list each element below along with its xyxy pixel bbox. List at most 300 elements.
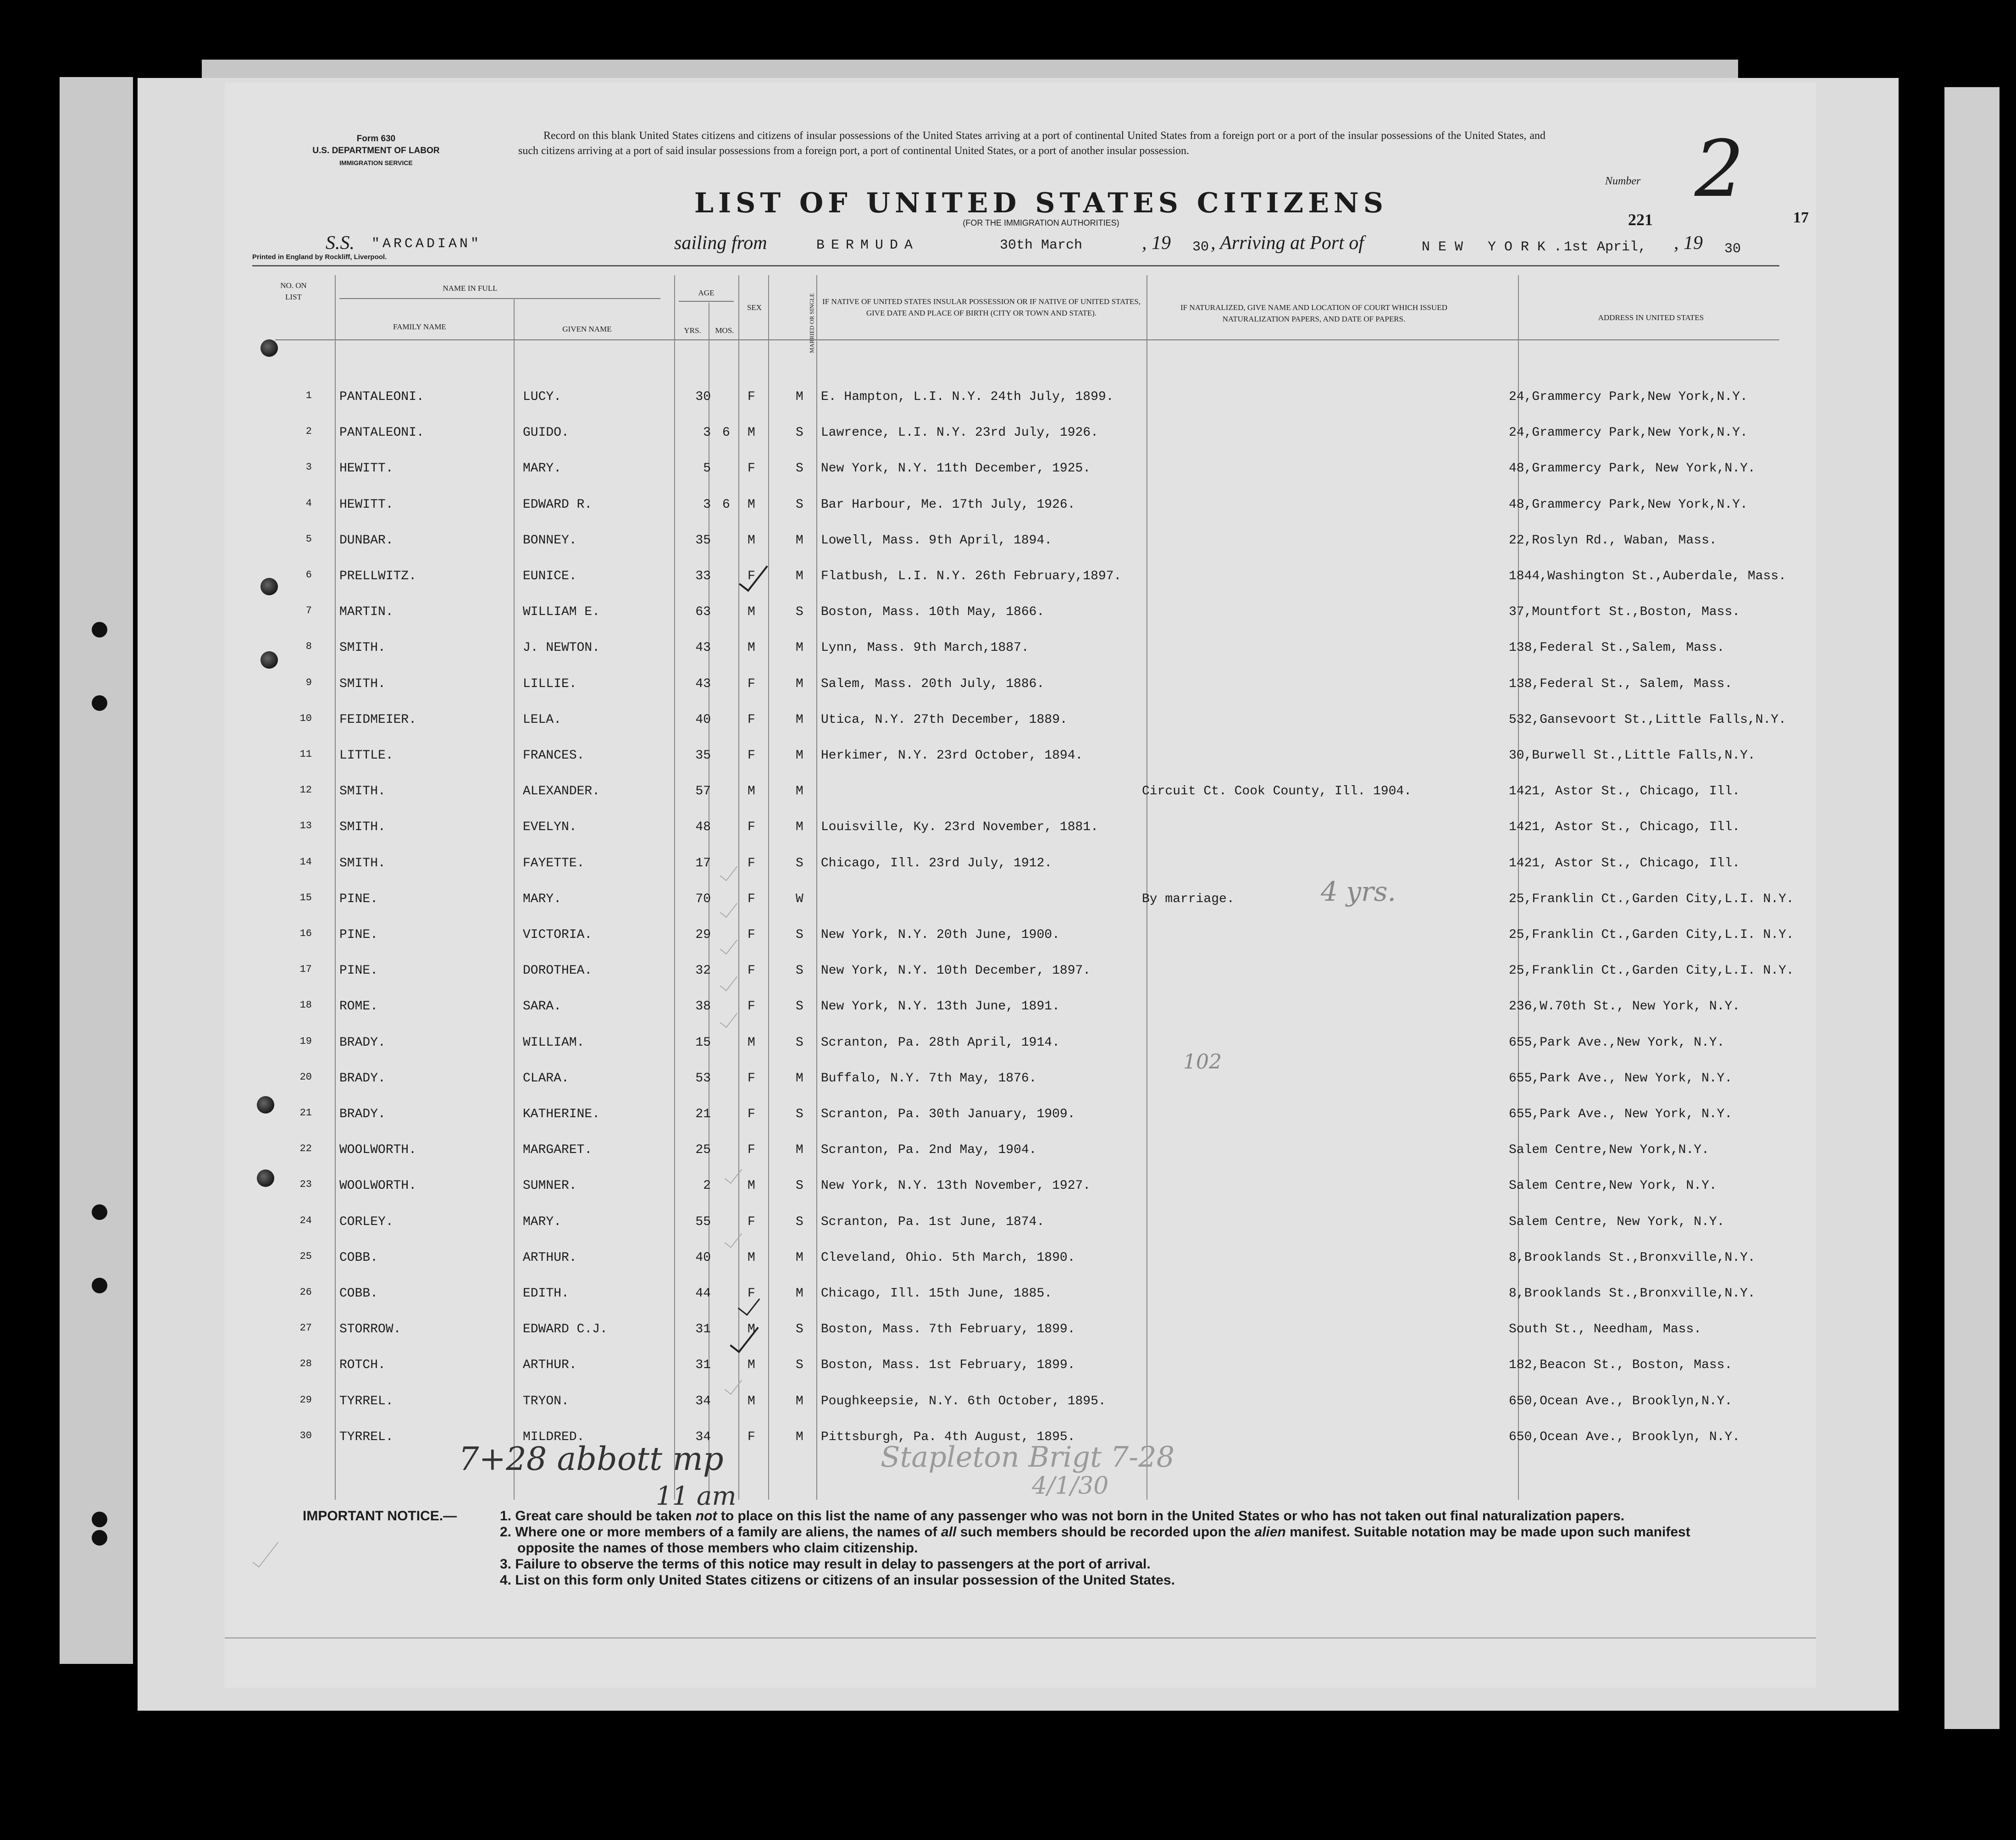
us-address: Salem Centre,New York, N.Y.: [1509, 1179, 1717, 1193]
row-number: 15: [299, 892, 312, 903]
row-number: 5: [305, 533, 312, 545]
birth-place-date: Poughkeepsie, N.Y. 6th October, 1895.: [821, 1394, 1106, 1408]
year-prefix: , 19: [1142, 233, 1171, 254]
us-address: 8,Brooklands St.,Bronxville,N.Y.: [1509, 1286, 1756, 1301]
family-name: PANTALEONI.: [339, 390, 424, 404]
age-years: 34: [695, 1394, 711, 1408]
marital-status: M: [796, 1143, 803, 1158]
given-name: LELA.: [523, 712, 562, 727]
row-number: 14: [299, 856, 312, 868]
table-row: [225, 1062, 1816, 1098]
family-name: PINE.: [339, 964, 378, 978]
from-port: BERMUDA: [816, 238, 919, 253]
sex: F: [748, 892, 755, 906]
row-number: 12: [299, 784, 312, 796]
age-years: 17: [695, 856, 711, 870]
family-name: DUNBAR.: [339, 533, 393, 548]
table-row: [225, 1385, 1816, 1421]
us-address: 138,Federal St., Salem, Mass.: [1509, 676, 1733, 691]
tick-mark: [252, 1537, 278, 1568]
birth-place-date: New York, N.Y. 10th December, 1897.: [821, 964, 1091, 978]
header-family-name: FAMILY NAME: [393, 322, 446, 331]
us-address: 650,Ocean Ave., Brooklyn,N.Y.: [1509, 1394, 1733, 1408]
handwritten-faint: Stapleton Brigt 7-28: [881, 1440, 1175, 1474]
sex: F: [748, 1071, 755, 1086]
sex: F: [748, 856, 755, 870]
row-number: 23: [299, 1179, 312, 1191]
family-name: ROTCH.: [339, 1358, 386, 1373]
manifest-page: [225, 83, 1816, 1688]
table-row: [225, 919, 1816, 954]
age-years: 21: [695, 1107, 711, 1121]
family-name: COBB.: [339, 1250, 378, 1265]
age-years: 25: [695, 1143, 711, 1158]
binder-hole: [92, 622, 107, 637]
family-name: SMITH.: [339, 856, 386, 870]
given-name: LUCY.: [523, 390, 562, 404]
row-number: 8: [305, 641, 312, 653]
header-mos: MOS.: [715, 326, 734, 335]
table-row: [225, 1277, 1816, 1313]
row-number: 2: [305, 426, 312, 438]
given-name: J. NEWTON.: [523, 641, 600, 655]
given-name: MARY.: [523, 461, 562, 476]
sex: M: [748, 605, 755, 620]
birth-place-date: E. Hampton, L.I. N.Y. 24th July, 1899.: [821, 390, 1114, 404]
header-address: ADDRESS IN UNITED STATES: [1598, 313, 1704, 322]
rule: [679, 301, 734, 302]
table-row: [225, 775, 1816, 811]
us-address: 650,Ocean Ave., Brooklyn, N.Y.: [1509, 1430, 1740, 1444]
birth-place-date: Buffalo, N.Y. 7th May, 1876.: [821, 1071, 1037, 1086]
header-naturalized: IF NATURALIZED, GIVE NAME AND LOCATION OF COURT WHICH ISSUED NATURALIZATION PAPERS, AND DATE OF PAPERS.: [1180, 303, 1447, 323]
rule: [275, 339, 1779, 340]
family-name: PRELLWITZ.: [339, 569, 417, 583]
birth-place-date: Scranton, Pa. 28th April, 1914.: [821, 1035, 1060, 1050]
marital-status: S: [796, 426, 803, 440]
us-address: 1421, Astor St., Chicago, Ill.: [1509, 856, 1740, 870]
page-title: LIST OF UNITED STATES CITIZENS: [694, 187, 1388, 219]
marital-status: M: [796, 748, 803, 763]
sex: F: [748, 569, 755, 583]
family-name: TYRREL.: [339, 1430, 393, 1444]
us-address: 48,Grammercy Park, New York,N.Y.: [1509, 461, 1756, 476]
given-name: MARGARET.: [523, 1143, 593, 1158]
given-name: WILLIAM.: [523, 1035, 585, 1050]
given-name: SUMNER.: [523, 1179, 577, 1193]
marital-status: S: [796, 1035, 803, 1050]
marital-status: S: [796, 1358, 803, 1373]
table-row: [225, 1241, 1816, 1277]
us-address: 1844,Washington St.,Auberdale, Mass.: [1509, 569, 1786, 583]
marital-status: M: [796, 784, 803, 799]
table-row: [225, 954, 1816, 990]
number-label: Number: [1605, 175, 1641, 187]
sex: F: [748, 748, 755, 763]
sex: F: [748, 1214, 755, 1229]
row-number: 13: [299, 820, 312, 832]
birth-place-date: New York, N.Y. 11th December, 1925.: [821, 461, 1091, 476]
table-row: [225, 704, 1816, 739]
row-number: 4: [305, 497, 312, 509]
to-port: NEW YORK.: [1422, 239, 1571, 255]
table-row: [225, 416, 1816, 452]
table-row: [225, 883, 1816, 919]
age-years: 40: [695, 1250, 711, 1265]
us-address: South St., Needham, Mass.: [1509, 1322, 1702, 1337]
age-years: 57: [695, 784, 711, 799]
family-name: STORROW.: [339, 1322, 401, 1337]
sex: F: [748, 1143, 755, 1158]
header-given-name: GIVEN NAME: [562, 325, 612, 333]
header-rule: [252, 265, 1779, 266]
sex: M: [748, 426, 755, 440]
naturalization: Circuit Ct. Cook County, Ill. 1904.: [1142, 784, 1412, 799]
marital-status: S: [796, 1322, 803, 1337]
arrive-year: 30: [1724, 241, 1741, 257]
birth-place-date: Boston, Mass. 10th May, 1866.: [821, 605, 1045, 620]
right-edge-strip: [1944, 87, 1999, 1729]
given-name: EDWARD C.J.: [523, 1322, 608, 1337]
row-number: 22: [299, 1143, 312, 1155]
family-name: CORLEY.: [339, 1214, 393, 1229]
birth-place-date: Louisville, Ky. 23rd November, 1881.: [821, 820, 1098, 835]
age-years: 40: [695, 712, 711, 727]
given-name: MARY.: [523, 1214, 562, 1229]
stamp-221: 221: [1628, 211, 1653, 229]
header-birth: IF NATIVE OF UNITED STATES INSULAR POSSESSION OR IF NATIVE OF UNITED STATES, GIVE DATE AND PLACE OF BIRTH (CITY OR TOWN AND STATE).: [822, 297, 1141, 317]
sex: M: [748, 641, 755, 655]
age-years: 55: [695, 1214, 711, 1229]
us-address: 25,Franklin Ct.,Garden City,L.I. N.Y.: [1509, 892, 1794, 906]
marital-status: M: [796, 533, 803, 548]
family-name: BRADY.: [339, 1071, 386, 1086]
birth-place-date: Utica, N.Y. 27th December, 1889.: [821, 712, 1068, 727]
family-name: HEWITT.: [339, 461, 393, 476]
marital-status: S: [796, 1179, 803, 1193]
family-name: SMITH.: [339, 641, 386, 655]
table-row: [225, 811, 1816, 847]
marital-status: S: [796, 605, 803, 620]
us-address: 655,Park Ave.,New York, N.Y.: [1509, 1035, 1725, 1050]
table-row: [225, 990, 1816, 1026]
marital-status: M: [796, 1394, 803, 1408]
header-sex: SEX: [747, 303, 762, 312]
sex: M: [748, 1394, 755, 1408]
given-name: EDITH.: [523, 1286, 569, 1301]
page-hole: [260, 339, 278, 357]
given-name: FRANCES.: [523, 748, 585, 763]
family-name: LITTLE.: [339, 748, 393, 763]
marital-status: S: [796, 928, 803, 942]
ship-label: S.S.: [326, 233, 354, 254]
birth-place-date: Lowell, Mass. 9th April, 1894.: [821, 533, 1052, 548]
depart-year: 30: [1192, 239, 1209, 255]
marital-status: M: [796, 820, 803, 835]
table-row: [225, 452, 1816, 488]
us-address: Salem Centre, New York, N.Y.: [1509, 1214, 1725, 1229]
family-name: ROME.: [339, 999, 378, 1014]
birth-place-date: Bar Harbour, Me. 17th July, 1926.: [821, 497, 1075, 512]
sex: M: [748, 1179, 755, 1193]
binder-strip: [60, 77, 133, 1664]
us-address: 25,Franklin Ct.,Garden City,L.I. N.Y.: [1509, 928, 1794, 942]
birth-place-date: Herkimer, N.Y. 23rd October, 1894.: [821, 748, 1083, 763]
us-address: 48,Grammercy Park,New York,N.Y.: [1509, 497, 1748, 512]
age-years: 5: [703, 461, 711, 476]
marital-status: S: [796, 856, 803, 870]
given-name: EDWARD R.: [523, 497, 593, 512]
given-name: FAYETTE.: [523, 856, 585, 870]
row-number: 7: [305, 605, 312, 617]
family-name: SMITH.: [339, 784, 386, 799]
age-years: 3: [703, 426, 711, 440]
header-age: AGE: [698, 288, 714, 297]
marital-status: M: [796, 1250, 803, 1265]
marital-status: M: [796, 390, 803, 404]
arriving-label: , Arriving at Port of: [1211, 233, 1364, 254]
family-name: SMITH.: [339, 820, 386, 835]
ship-name: "ARCADIAN": [371, 236, 482, 252]
sex: M: [748, 1250, 755, 1265]
handwritten-4yrs: 4 yrs.: [1321, 876, 1396, 907]
family-name: WOOLWORTH.: [339, 1143, 417, 1158]
family-name: PINE.: [339, 928, 378, 942]
given-name: TRYON.: [523, 1394, 569, 1408]
age-years: 63: [695, 605, 711, 620]
age-months: 6: [722, 497, 730, 512]
birth-place-date: Lynn, Mass. 9th March,1887.: [821, 641, 1029, 655]
us-address: 532,Gansevoort St.,Little Falls,N.Y.: [1509, 712, 1786, 727]
table-row: [225, 847, 1816, 883]
age-years: 29: [695, 928, 711, 942]
age-years: 44: [695, 1286, 711, 1301]
header-name-in-full: NAME IN FULL: [443, 284, 498, 293]
binder-hole: [92, 695, 107, 711]
marital-status: S: [796, 497, 803, 512]
row-number: 21: [299, 1107, 312, 1119]
family-name: BRADY.: [339, 1107, 386, 1121]
age-years: 2: [703, 1179, 711, 1193]
us-address: 655,Park Ave., New York, N.Y.: [1509, 1071, 1733, 1086]
row-number: 19: [299, 1035, 312, 1047]
marital-status: S: [796, 999, 803, 1014]
marital-status: M: [796, 1071, 803, 1086]
row-number: 10: [299, 712, 312, 724]
age-years: 15: [695, 1035, 711, 1050]
family-name: FEIDMEIER.: [339, 712, 417, 727]
header-yrs: YRS.: [684, 326, 701, 335]
given-name: CLARA.: [523, 1071, 569, 1086]
notice-item-1: 1. Great care should be taken not to place on this list the name of any passenger who was not born in the United States or who has not taken out final naturalization papers.: [500, 1508, 1625, 1524]
row-number: 25: [299, 1250, 312, 1262]
sex: F: [748, 1430, 755, 1444]
marital-status: M: [796, 1286, 803, 1301]
birth-place-date: Salem, Mass. 20th July, 1886.: [821, 676, 1045, 691]
sex: M: [748, 784, 755, 799]
header-married-single: MARRIED OR SINGLE: [808, 293, 815, 353]
row-number: 28: [299, 1358, 312, 1370]
given-name: EVELYN.: [523, 820, 577, 835]
birth-place-date: Chicago, Ill. 23rd July, 1912.: [821, 856, 1052, 870]
us-address: 22,Roslyn Rd., Waban, Mass.: [1509, 533, 1717, 548]
us-address: 1421, Astor St., Chicago, Ill.: [1509, 820, 1740, 835]
row-number: 29: [299, 1394, 312, 1406]
birth-place-date: Chicago, Ill. 15th June, 1885.: [821, 1286, 1052, 1301]
row-number: 3: [305, 461, 312, 473]
handwritten-time: 11 am: [656, 1481, 737, 1511]
marital-status: W: [796, 892, 803, 906]
sex: F: [748, 928, 755, 942]
age-years: 33: [695, 569, 711, 583]
stamp-17: 17: [1793, 209, 1809, 226]
sex: F: [748, 390, 755, 404]
arrive-date: 1st April,: [1564, 239, 1647, 255]
birth-place-date: Scranton, Pa. 30th January, 1909.: [821, 1107, 1075, 1121]
age-years: 53: [695, 1071, 711, 1086]
marital-status: M: [796, 712, 803, 727]
rule: [339, 298, 660, 299]
age-years: 35: [695, 533, 711, 548]
us-address: 8,Brooklands St.,Bronxville,N.Y.: [1509, 1250, 1756, 1265]
age-years: 43: [695, 676, 711, 691]
given-name: GUIDO.: [523, 426, 569, 440]
us-address: 24,Grammercy Park,New York,N.Y.: [1509, 426, 1748, 440]
given-name: LILLIE.: [523, 676, 577, 691]
family-name: PINE.: [339, 892, 378, 906]
notice-item-3: 3. Failure to observe the terms of this notice may result in delay to passengers at the port of arrival.: [500, 1557, 1151, 1572]
marital-status: M: [796, 641, 803, 655]
given-name: KATHERINE.: [523, 1107, 600, 1121]
us-address: 24,Grammercy Park,New York,N.Y.: [1509, 390, 1748, 404]
age-years: 3: [703, 497, 711, 512]
family-name: HEWITT.: [339, 497, 393, 512]
sex: F: [748, 964, 755, 978]
given-name: BONNEY.: [523, 533, 577, 548]
table-row: [225, 1026, 1816, 1062]
birth-place-date: New York, N.Y. 20th June, 1900.: [821, 928, 1060, 942]
form-identifier: [294, 133, 459, 169]
row-number: 16: [299, 928, 312, 939]
sailing-label: sailing from: [674, 233, 767, 254]
us-address: 1421, Astor St., Chicago, Ill.: [1509, 784, 1740, 799]
marital-status: M: [796, 676, 803, 691]
handwritten-102: 102: [1183, 1050, 1222, 1074]
table-row: [225, 668, 1816, 704]
given-name: DOROTHEA.: [523, 964, 593, 978]
us-address: 25,Franklin Ct.,Garden City,L.I. N.Y.: [1509, 964, 1794, 978]
given-name: ALEXANDER.: [523, 784, 600, 799]
age-years: 38: [695, 999, 711, 1014]
naturalization: By marriage.: [1142, 892, 1235, 906]
printer-credit: Printed in England by Rockliff, Liverpool.: [252, 253, 387, 261]
bottom-rule: [225, 1637, 1816, 1639]
family-name: WOOLWORTH.: [339, 1179, 417, 1193]
notice-item-4: 4. List on this form only United States citizens or citizens of an insular possession of the United States.: [500, 1573, 1175, 1588]
given-name: WILLIAM E.: [523, 605, 600, 620]
sex: F: [748, 461, 755, 476]
header-no: NO. ON LIST: [280, 281, 307, 301]
depart-date: 30th March: [1000, 238, 1083, 253]
sheet-number: 2: [1695, 124, 1745, 215]
binder-hole: [92, 1204, 107, 1220]
birth-place-date: Flatbush, L.I. N.Y. 26th February,1897.: [821, 569, 1122, 583]
us-address: 30,Burwell St.,Little Falls,N.Y.: [1509, 748, 1756, 763]
family-name: TYRREL.: [339, 1394, 393, 1408]
table-row: [225, 381, 1816, 416]
marital-status: S: [796, 461, 803, 476]
sex: F: [748, 999, 755, 1014]
table-row: [225, 632, 1816, 667]
notice-item-2: 2. Where one or more members of a family are aliens, the names of all such members should be recorded upon the alien manifest. Suitable notation may be made upon such manifest opposite the names of those members who claim citizenship.: [500, 1524, 1690, 1556]
marital-status: M: [796, 1430, 803, 1444]
birth-place-date: Scranton, Pa. 2nd May, 1904.: [821, 1143, 1037, 1158]
given-name: MARY.: [523, 892, 562, 906]
given-name: SARA.: [523, 999, 562, 1014]
form-number: Form 630: [356, 134, 396, 144]
birth-place-date: Pittsburgh, Pa. 4th August, 1895.: [821, 1430, 1075, 1444]
us-address: Salem Centre,New York,N.Y.: [1509, 1143, 1709, 1158]
intro-text: Record on this blank United States citizens and citizens of insular possessions of the United States arriving at a port of continental United States from a foreign port or a port of the insular possessions of the United States, and such citizens arriving at a port of said insular possessions from a foreign port, a port of continental United States, or a port of another insular possession.: [518, 130, 1545, 157]
row-number: 9: [305, 676, 312, 688]
birth-place-date: New York, N.Y. 13th June, 1891.: [821, 999, 1060, 1014]
row-number: 1: [305, 390, 312, 401]
service: IMMIGRATION SERVICE: [339, 159, 413, 166]
us-address: 182,Beacon St., Boston, Mass.: [1509, 1358, 1733, 1373]
marital-status: S: [796, 964, 803, 978]
sex: M: [748, 1035, 755, 1050]
year-prefix-2: , 19: [1674, 233, 1703, 254]
age-months: 6: [722, 426, 730, 440]
age-years: 35: [695, 748, 711, 763]
age-years: 31: [695, 1322, 711, 1337]
age-years: 43: [695, 641, 711, 655]
table-row: [225, 1098, 1816, 1134]
us-address: 37,Mountfort St.,Boston, Mass.: [1509, 605, 1740, 620]
row-number: 6: [305, 569, 312, 581]
page-subtitle: (FOR THE IMMIGRATION AUTHORITIES): [963, 218, 1119, 227]
handwritten-note: 7+28 abbott mp: [459, 1440, 724, 1478]
family-name: MARTIN.: [339, 605, 393, 620]
sex: F: [748, 676, 755, 691]
row-number: 11: [299, 748, 312, 760]
family-name: BRADY.: [339, 1035, 386, 1050]
row-number: 17: [299, 964, 312, 975]
department: U.S. DEPARTMENT OF LABOR: [312, 146, 440, 155]
us-address: 655,Park Ave., New York, N.Y.: [1509, 1107, 1733, 1121]
row-number: 24: [299, 1214, 312, 1226]
given-name: ARTHUR.: [523, 1358, 577, 1373]
table-row: [225, 1313, 1816, 1349]
sex: M: [748, 1322, 755, 1337]
row-number: 30: [299, 1430, 312, 1441]
age-years: 30: [695, 390, 711, 404]
sex: F: [748, 820, 755, 835]
binder-hole: [92, 1530, 107, 1546]
family-name: SMITH.: [339, 676, 386, 691]
birth-place-date: Boston, Mass. 1st February, 1899.: [821, 1358, 1075, 1373]
row-number: 26: [299, 1286, 312, 1298]
birth-place-date: Boston, Mass. 7th February, 1899.: [821, 1322, 1075, 1337]
table-row: [225, 739, 1816, 775]
given-name: ARTHUR.: [523, 1250, 577, 1265]
family-name: COBB.: [339, 1286, 378, 1301]
marital-status: M: [796, 569, 803, 583]
given-name: EUNICE.: [523, 569, 577, 583]
marital-status: S: [796, 1214, 803, 1229]
marital-status: S: [796, 1107, 803, 1121]
birth-place-date: Scranton, Pa. 1st June, 1874.: [821, 1214, 1045, 1229]
